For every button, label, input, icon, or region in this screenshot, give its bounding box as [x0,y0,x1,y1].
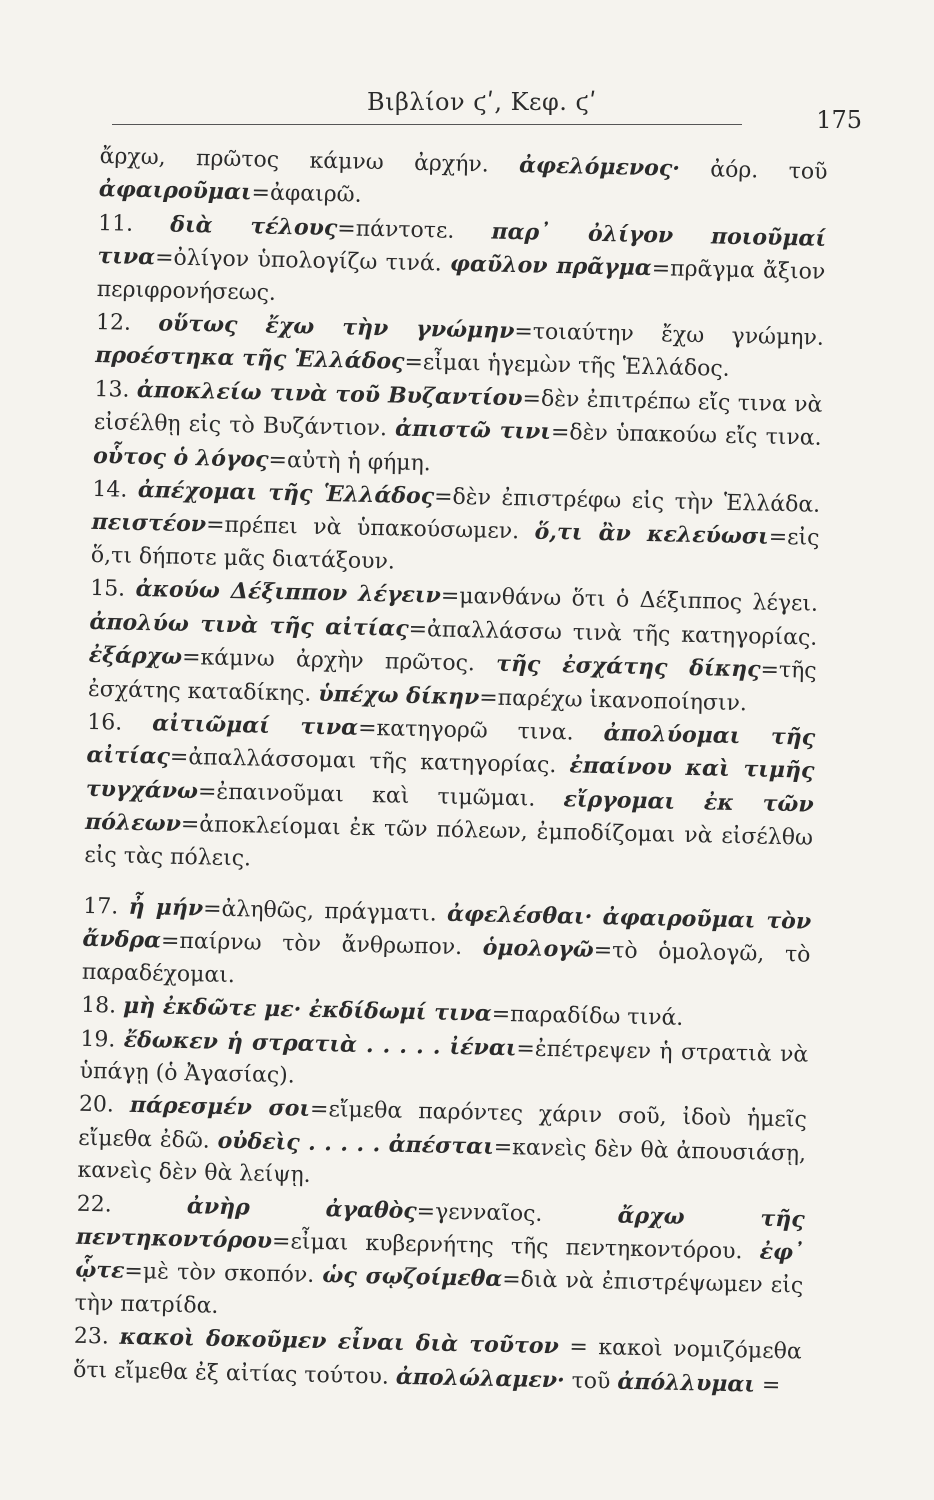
headword: ὁμολογῶ [482,934,595,964]
gloss-text: = κακοὶ νομιζόμεθα ὅτι εἴμεθα ἐξ αἰτίας τούτου. [72,1334,802,1390]
gloss-text: =τῆς ἐσχάτης καταδίκης. [87,657,817,707]
headword: κακοὶ δοκοῦμεν εἶναι διὰ τοῦτον [119,1323,560,1360]
headword: ἀφαιροῦμαι τὸν ἄνδρα [82,904,812,954]
gloss-text: 23. [73,1323,120,1350]
gloss-text: =τοιαύτην ἔχω γνώμην. [514,319,825,351]
glossary-entry-16 [84,706,815,888]
gloss-text: =κατηγορῶ τινα. [357,715,604,747]
gloss-text: 20. [78,1092,131,1119]
gloss-text: =ἀληθῶς, πράγματι. [202,896,448,927]
glossary-entry-11 [96,207,826,322]
glossary-entry-17 [81,890,811,1005]
gloss-text: 15. [89,576,136,603]
headword: ὑπέχω δίκην [318,680,480,710]
gloss-text: =παρέχω ἱκανοποίησιν. [478,684,748,716]
headword: ἦ μήν [128,893,204,922]
headword: τῆς ἐσχάτης δίκης [495,650,761,683]
headword: οὕτως ἔχω τὴν γνώμην [158,310,515,345]
headword: ἀποκλείω τινὰ τοῦ Βυζαντίου [136,376,523,412]
glossary-entry-15 [88,572,819,721]
gloss-text: 11. [97,210,171,238]
glossary-entry-14 [91,473,821,588]
gloss-text: =εἴμεθα παρόντες χάριν σοῦ, ἰδοὺ ἡμεῖς εἴμεθα ἐδῶ. [77,1097,808,1154]
gloss-text: =ἐπέτρεψεν ἡ στρατιὰ νὰ ὑπάγῃ (ὁ Ἀγασίας). [79,1035,809,1089]
gloss-text: =ὀλίγον ὑπολογίζω τινά. [154,245,451,277]
gloss-text: 17. [83,893,129,920]
headword: ἀκούω Δέξιππον λέγειν [135,576,442,609]
gloss-text: =δὲν ἐπιστρέφω εἰς τὴν Ἑλλάδα. [433,484,821,518]
headword: ἐξάρχω [88,641,183,671]
headword: φαῦλον πρᾶγμα [449,250,653,282]
gloss-text: τοῦ [564,1368,618,1395]
gloss-text: =ἀπαλλάσσω τινὰ τῆς κατηγορίας. [408,616,818,651]
headword: προέστηκα τῆς Ἑλλάδος [95,342,405,376]
headword: ἄρχω τῆς πεντηκοντόρου [75,1202,805,1255]
headword: ἀπολώλαμεν· [395,1363,565,1394]
headword: πειστέον [91,509,207,538]
gloss-text: =ἐπαινοῦμαι καὶ τιμῶμαι. [197,779,564,812]
page-number: 175 [816,106,862,134]
gloss-text [592,905,603,930]
headword: ὅ,τι ἂν κελεύωσι [534,519,769,551]
gloss-text: =δὲν ὑπακούω εἴς τινα. [550,420,822,452]
header-rule [112,124,742,125]
gloss-text: = [754,1372,781,1398]
glossary-entry-13 [93,373,823,489]
headword: ἐφ᾽ ᾧτε [75,1238,805,1285]
headword: πάρεσμέν σοι [129,1092,311,1123]
headword: οὗτος ὁ λόγος [92,442,269,473]
headword: ἀπόλλυμαι [617,1368,756,1398]
headword: ἀφαιροῦμαι [98,176,252,206]
headword: παρ᾽ ὀλίγον ποιοῦμαί τινα [97,218,827,271]
headword: ὡς σῳζοίμεθα [322,1262,503,1293]
gloss-text: =παραδίδω τινά. [491,1001,684,1032]
gloss-text: =μανθάνω ὅτι ὁ Δέξιππος λέγει. [440,583,819,618]
headword: ἀφελέσθαι· [446,900,593,930]
glossary-text [73,140,828,1403]
headword: ἐπαίνου καὶ τιμῆς τυγχάνω [85,752,815,805]
headword: αἰτιῶμαί τινα [151,710,359,741]
gloss-text: =τὸ ὁμολογῶ, τὸ παραδέχομαι. [81,938,811,988]
headword: ἀπολύομαι τῆς αἰτίας [86,720,816,770]
running-head [112,80,862,134]
gloss-text: 16. [87,709,153,737]
gloss-text: =κάμνω ἀρχὴν πρῶτος. [181,645,497,677]
gloss-text: ἀόρ. τοῦ [679,156,828,185]
gloss-text: =γενναῖος. [416,1198,618,1229]
gloss-text: =ἀποκλείομαι ἐκ τῶν πόλεων, ἐμποδίζομαι νὰ εἰσέλθω εἰς τὰς πόλεις. [84,812,814,871]
headword: ἀπιστῶ τινι [394,415,552,446]
headword: ἀφελόμενος· [518,152,681,182]
gloss-text: =ἀφαιρῶ. [251,180,362,209]
glossary-entry-20 [77,1088,807,1203]
gloss-text: 13. [94,376,138,403]
headword: ἔδωκεν ἡ στρατιὰ . . . . . ἰέναι [123,1026,517,1061]
gloss-text: =δὲν ἐπιτρέπω εἴς τινα νὰ εἰσέλθῃ εἰς τὸ Βυζάντιον. [93,386,823,442]
running-head-title: Βιβλίον ϛʹ, Κεφ. ϛʹ [367,88,597,116]
gloss-text: 19. [80,1026,125,1053]
gloss-text: =εἰς ὅ,τι δήποτε μᾶς διατάξουν. [90,525,820,575]
headword: διὰ τέλους [170,211,338,242]
headword: ἀπέχομαι τῆς Ἑλλάδος [137,476,435,510]
gloss-text: ἄρχω, πρῶτος κάμνω ἀρχήν. [99,143,520,179]
headword: μὴ ἐκδῶτε με· ἐκδίδωμί τινα [122,992,493,1027]
gloss-text: 14. [92,476,139,503]
gloss-text: =ἀπαλλάσσομαι τῆς κατηγορίας. [169,744,570,779]
gloss-text: =μὲ τὸν σκοπόν. [124,1259,323,1289]
gloss-text: 18. [80,992,124,1019]
headword: ἀνὴρ ἀγαθὸς [186,1192,418,1224]
headword: εἴργομαι ἐκ τῶν πόλεων [84,785,814,838]
gloss-text: 12. [95,309,159,337]
gloss-text: =πρᾶγμα ἄξιον περιφρονήσεως. [96,256,826,306]
headword: ἀπολύω τινὰ τῆς αἰτίας [89,608,409,642]
gloss-text: =εἶμαι ἡγεμὼν τῆς Ἑλλάδος. [404,350,730,383]
gloss-text: =πρέπει νὰ ὑπακούσωμεν. [205,512,535,546]
glossary-entry-22 [74,1187,805,1335]
gloss-text: 22. [76,1191,188,1219]
gloss-text: =εἶμαι κυβερνήτης τῆς πεντηκοντόρου. [271,1229,760,1265]
headword: οὐδεὶς . . . . . ἀπέσται [217,1127,495,1160]
gloss-text: =διὰ νὰ ἐπιστρέψωμεν εἰς τὴν πατρίδα. [74,1267,804,1319]
gloss-text: =πάντοτε. [337,216,492,245]
gloss-text: =παίρνω τὸν ἄνθρωπον. [160,928,484,961]
gloss-text: =κανεὶς δὲν θὰ ἀπουσιάσῃ, κανεὶς δὲν θὰ λείψῃ. [77,1134,807,1189]
gloss-text: =αὐτὴ ἡ φήμη. [268,447,432,476]
